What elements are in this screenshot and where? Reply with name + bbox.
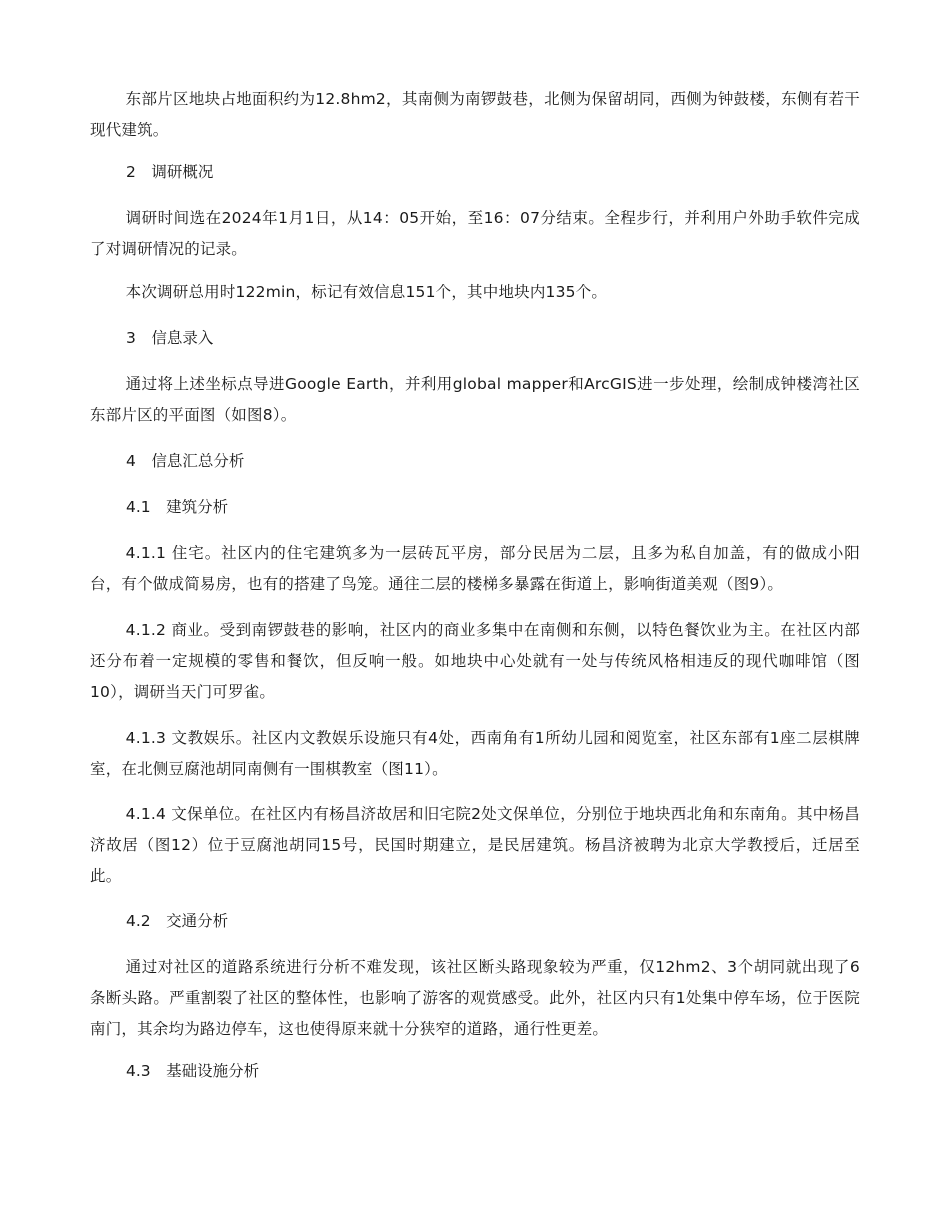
paragraph-traffic: 通过对社区的道路系统进行分析不难发现，该社区断头路现象较为严重，仅12hm2、3个胡同就出现了6条断头路。严重割裂了社区的整体性，也影响了游客的观赏感受。此外，社区内只有1处集中停车场，位于医院南门，其余均为路边停车，这也使得原来就十分狭窄的道路，通行性更差。 xyxy=(90,958,860,1038)
section-heading-4-1: 4.1 建筑分析 xyxy=(126,498,229,516)
paragraph-survey-time: 调研时间选在2024年1月1日，从14：05开始，至16：07分结束。全程步行，并利用户外助手软件完成了对调研情况的记录。 xyxy=(90,209,860,258)
section-heading-4-3: 4.3 基础设施分析 xyxy=(126,1062,260,1080)
paragraph-site-overview: 东部片区地块占地面积约为12.8hm2，其南侧为南锣鼓巷，北侧为保留胡同，西侧为钟鼓楼，东侧有若干现代建筑。 xyxy=(90,90,860,139)
section-heading-2: 2 调研概况 xyxy=(126,163,214,181)
paragraph-heritage-units: 4.1.4 文保单位。在社区内有杨昌济故居和旧宅院2处文保单位，分别位于地块西北角和东南角。其中杨昌济故居（图12）位于豆腐池胡同15号，民国时期建立，是民居建筑。杨昌济被聘为北京大学教授后，迁居至此。 xyxy=(90,805,860,885)
paragraph-commercial: 4.1.2 商业。受到南锣鼓巷的影响，社区内的商业多集中在南侧和东侧，以特色餐饮业为主。在社区内部还分布着一定规模的零售和餐饮，但反响一般。如地块中心处就有一处与传统风格相违反的现代咖啡馆（图10），调研当天门可罗雀。 xyxy=(90,621,860,701)
section-heading-4: 4 信息汇总分析 xyxy=(126,452,245,470)
paragraph-survey-stats: 本次调研总用时122min，标记有效信息151个，其中地块内135个。 xyxy=(125,283,608,301)
paragraph-residential: 4.1.1 住宅。社区内的住宅建筑多为一层砖瓦平房，部分民居为二层，且多为私自加盖，有的做成小阳台，有个做成简易房，也有的搭建了鸟笼。通往二层的楼梯多暴露在街道上，影响街道美观（图9）。 xyxy=(90,544,860,593)
section-heading-4-2: 4.2 交通分析 xyxy=(126,912,229,930)
paragraph-data-entry: 通过将上述坐标点导进Google Earth，并利用global mapper和ArcGIS进一步处理，绘制成钟楼湾社区东部片区的平面图（如图8）。 xyxy=(90,375,860,424)
section-heading-3: 3 信息录入 xyxy=(126,329,214,347)
paragraph-culture-education: 4.1.3 文教娱乐。社区内文教娱乐设施只有4处，西南角有1所幼儿园和阅览室，社区东部有1座二层棋牌室，在北侧豆腐池胡同南侧有一围棋教室（图11）。 xyxy=(90,729,860,778)
